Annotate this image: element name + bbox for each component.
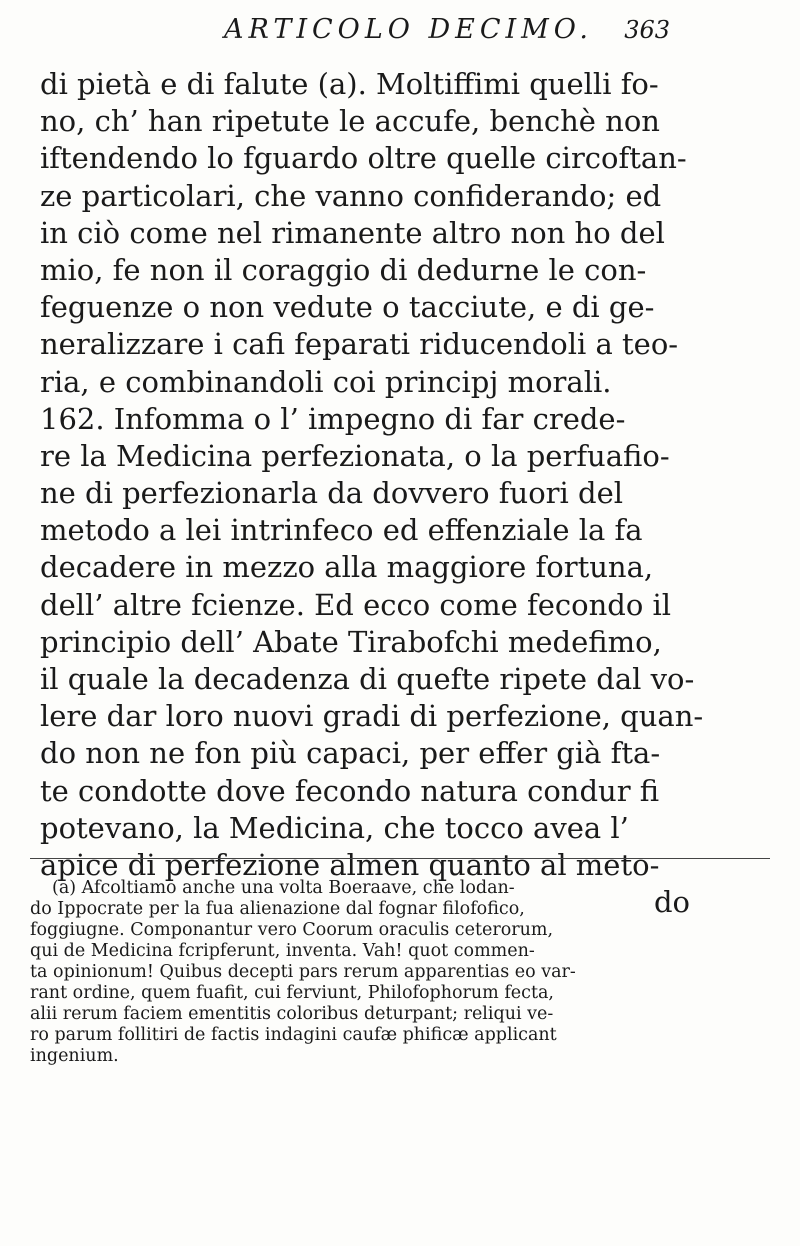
- text-line: principio dell’ Abate Tirabofchi medefimo,: [40, 624, 662, 659]
- footnote-rule: [30, 858, 770, 859]
- text-line: do non ne fon più capaci, per effer già fta-: [40, 736, 661, 771]
- text-line: in ciò come nel rimanente altro non ho del: [40, 215, 665, 250]
- text-line: ne di perfezionarla da dovvero fuori del: [40, 476, 624, 511]
- footnote-line: qui de Medicina fcripferunt, inventa. Vah! quot commen-: [30, 941, 535, 961]
- catchword: do: [653, 885, 690, 920]
- text-line: lere dar loro nuovi gradi di perfezione, quan-: [40, 699, 704, 734]
- chapter-title: ARTICOLO DECIMO.: [224, 14, 593, 45]
- text-line: di pietà e di falute (a). Moltiffimi quelli fo-: [40, 67, 659, 101]
- text-line: potevano, la Medicina, che tocco avea l’: [40, 810, 629, 845]
- footnote-line: ta opinionum! Quibus decepti pars rerum apparentias eo var-: [30, 962, 576, 982]
- text-line: ria, e combinandoli coi principj morali.: [40, 364, 612, 399]
- text-line: apice di perfezione almen quanto al meto-: [40, 847, 660, 882]
- text-line: ze particolari, che vanno confiderando; ed: [40, 178, 662, 213]
- footnote-line: foggiugne. Componantur vero Coorum oraculis ceterorum,: [30, 920, 554, 940]
- text-line: neralizzare i cafi feparati riducendoli a teo-: [40, 327, 679, 362]
- footnote: [30, 878, 770, 1067]
- footnote-line: ingenium.: [30, 1046, 119, 1066]
- text-line: te condotte dove fecondo natura condur fi: [40, 773, 660, 808]
- text-line: dell’ altre fcienze. Ed ecco come fecondo il: [40, 587, 672, 622]
- text-line: 162. Infomma o l’ impegno di far crede-: [40, 401, 626, 436]
- text-line: iftendendo lo fguardo oltre quelle circoftan-: [40, 141, 687, 176]
- text-line: il quale la decadenza di quefte ripete dal vo-: [40, 662, 695, 696]
- footnote-line: ro parum follitiri de factis indagini caufæ phificæ applicant: [30, 1025, 557, 1045]
- text-line: decadere in mezzo alla maggiore fortuna,: [40, 550, 654, 585]
- footnote-line: rant ordine, quem fuafit, cui ferviunt, Philofophorum fecta,: [30, 983, 554, 1003]
- text-line: feguenze o non vedute o tacciute, e di ge-: [40, 290, 655, 325]
- main-text: [40, 66, 752, 921]
- text-line: metodo a lei intrinfeco ed effenziale la fa: [40, 513, 643, 548]
- page-number: 363: [624, 16, 670, 44]
- text-line: mio, fe non il coraggio di dedurne le con-: [40, 252, 647, 287]
- footnote-line: alii rerum faciem ementitis coloribus deturpant; reliqui ve-: [30, 1004, 554, 1024]
- text-line: no, ch’ han ripetute le accufe, benchè non: [40, 104, 660, 139]
- footnote-line: (a) Afcoltiamo anche una volta Boeraave, che lodan-: [52, 878, 515, 898]
- text-line: re la Medicina perfezionata, o la perfuafio-: [40, 438, 670, 473]
- running-head: [200, 12, 670, 56]
- footnote-line: do Ippocrate per la fua alienazione dal fognar filofofico,: [30, 899, 525, 919]
